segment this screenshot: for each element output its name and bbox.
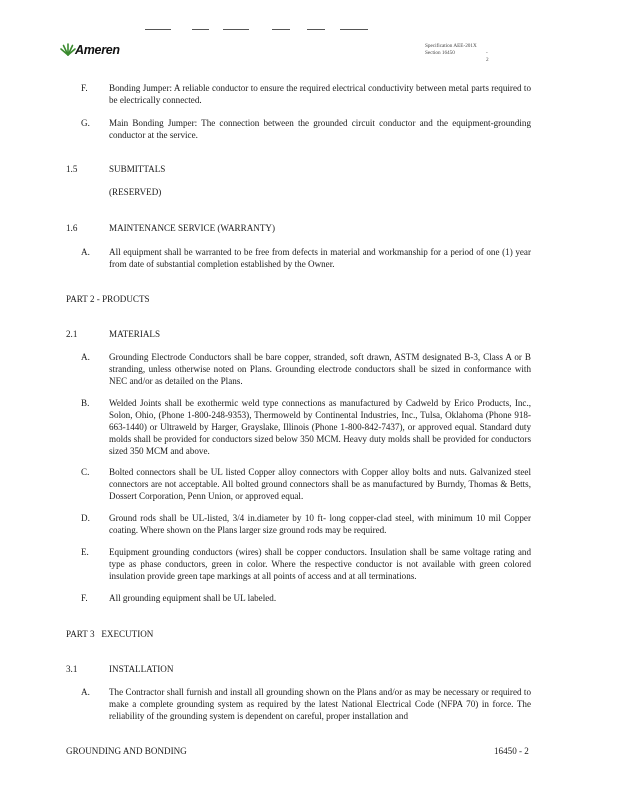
item-text: All equipment shall be warranted to be free from defects in material and workmanship for a period of one (1) year from date of substantial completion established by the Owner. [109, 247, 531, 269]
section-title: MATERIALS [109, 329, 161, 339]
section-number: 2.1 [66, 329, 78, 339]
footer-page-number: 16450 - 2 [494, 746, 529, 756]
part-title: PART 3 EXECUTION [66, 629, 154, 639]
item-label: E. [81, 547, 89, 557]
item-text: Bolted connectors shall be UL listed Copper alloy connectors with Copper alloy bolts and nuts. Galvanized steel connectors are not acceptable. All bolted ground connectors shall be as manufactured by Burndy, Thomas & Betts, Dossert Corporation, Penn Union, or approved equal. [109, 467, 531, 501]
item-text: The Contractor shall furnish and install all grounding shown on the Plans and/or as may be necessary or required to make a complete grounding system as required by the latest National Electrical Code (NFPA 70) in force. The reliability of the grounding system is dependent on careful, proper installation and [109, 687, 531, 721]
spec-page-number: - 2 [486, 50, 489, 63]
section-title: INSTALLATION [109, 664, 174, 674]
item-label: D. [81, 513, 90, 523]
item-label: G. [81, 118, 90, 128]
spec-line-2: Section 16450 [425, 50, 455, 56]
spec-reference [425, 43, 489, 63]
sunburst-icon [60, 41, 76, 57]
part-title: PART 2 - PRODUCTS [66, 294, 150, 304]
reserved-text: (RESERVED) [109, 187, 162, 197]
item-label: C. [81, 467, 90, 477]
section-number: 3.1 [66, 664, 78, 674]
item-text: All grounding equipment shall be UL labeled. [109, 593, 277, 603]
item-label: B. [81, 398, 90, 408]
item-label: A. [81, 352, 90, 362]
spec-line-1: Specification AEE-201X [425, 43, 477, 49]
ameren-logo [60, 40, 150, 62]
header-dash-rule [145, 29, 375, 31]
footer-title: GROUNDING AND BONDING [66, 746, 187, 756]
item-text: Ground rods shall be UL-listed, 3/4 in.diameter by 10 ft- long copper-clad steel, with minimum 10 mil Copper coating. Where shown on the Plans larger size ground rods may be required. [109, 513, 531, 535]
item-label: F. [81, 83, 88, 93]
item-text: Equipment grounding conductors (wires) shall be copper conductors. Insulation shall be same voltage rating and type as phase conductors, green in color. Where the respective conductor is not available with green colored insulation provide green tape markings at all points of access and at all terminations. [109, 547, 531, 581]
item-label: F. [81, 593, 88, 603]
item-text: Main Bonding Jumper: The connection between the grounded circuit conductor and the equipment-grounding conductor at the service. [109, 118, 531, 140]
item-text: Bonding Jumper: A reliable conductor to ensure the required electrical conductivity between metal parts required to be electrically connected. [109, 83, 531, 105]
section-number: 1.5 [66, 164, 78, 174]
section-title: SUBMITTALS [109, 164, 166, 174]
section-title: MAINTENANCE SERVICE (WARRANTY) [109, 223, 275, 233]
section-number: 1.6 [66, 223, 78, 233]
item-text: Grounding Electrode Conductors shall be bare copper, stranded, soft drawn, ASTM designated B-3, Class A or B stranding, unless otherwise noted on Plans. Grounding electrode conductors shall be sized in conformance with NEC and/or as detailed on the Plans. [109, 352, 531, 386]
item-text: Welded Joints shall be exothermic weld type connections as manufactured by Cadweld by Erico Products, Inc., Solon, Ohio, (Phone 1-800-248-9353), Thermoweld by Continental Industries, Inc., Tulsa, Oklahoma (Phone 918-663-1440) or Ultraweld by Harger, Grayslake, Illinois (Phone 1-800-842-7437), or approved equal. Standard duty molds shall be provided for conductors sized below 350 MCM. Heavy duty molds shall be provided for conductors sized 350 MCM and above. [109, 398, 531, 456]
item-label: A. [81, 687, 90, 697]
item-label: A. [81, 247, 90, 257]
logo-text: Ameren [75, 43, 120, 57]
